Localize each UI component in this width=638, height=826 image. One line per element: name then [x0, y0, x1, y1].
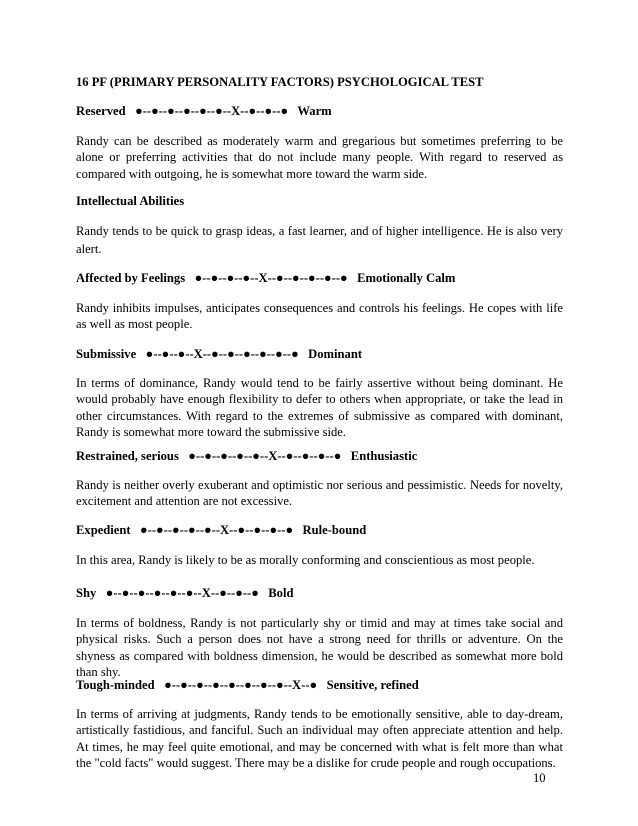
factor-left-label: Expedient: [76, 523, 131, 537]
factor-right-label: Enthusiastic: [350, 449, 418, 463]
factor-description: Randy can be described as moderately warm and gregarious but sometimes preferring to be alone or preferring activities that do not include many people. With regard to reserved as compared with outgoing, he is somewhat more toward the warm side.: [76, 134, 563, 181]
factor-description: In terms of arriving at judgments, Randy tends to be emotionally sensitive, able to day-dream, artistically fastidious, and fanciful. Such an individual may often appreciate attention and help. At times, he may feel quite emotional, and may be concerned with what is felt more than what the "cold facts" would suggest. There may be a dislike for crude people and rough occupations.: [76, 707, 563, 771]
factor-heading-feelings-calm: [76, 270, 563, 286]
factor-left-label: Affected by Feelings: [76, 271, 186, 285]
factor-scale: ●--●--●--●--●--●--X--●--●--●: [135, 104, 289, 118]
factor-description: In terms of boldness, Randy is not particularly shy or timid and may at times take social and physical risks. Such a person does not have a strong need for thrills or adventure. On the shyness as compared with boldness dimension, he would be described as somewhat more bold than shy.: [76, 616, 563, 680]
factor-scale: ●--●--●--●--●--X--●--●--●--●: [188, 449, 342, 463]
factor-right-label: Sensitive, refined: [326, 678, 419, 692]
factor-description: In terms of dominance, Randy would tend to be fairly assertive without being dominant. He would probably have enough flexibility to defer to others when appropriate, or take the lead in other circumstances. With regard to the extremes of submissive as compared with dominant, Randy is somewhat more toward the submissive side.: [76, 376, 563, 440]
factor-scale: ●--●--●--●--●--X--●--●--●--●: [140, 523, 294, 537]
factor-left-label: Restrained, serious: [76, 449, 179, 463]
factor-heading-shy-bold: [76, 585, 563, 601]
factor-scale: ●--●--●--●--●--●--●--●--X--●: [164, 678, 318, 692]
document-title: 16 PF (PRIMARY PERSONALITY FACTORS) PSYCHOLOGICAL TEST: [76, 75, 484, 89]
factor-right-label: Rule-bound: [302, 523, 367, 537]
section-heading-intellectual-abilities: Intellectual Abilities: [76, 194, 185, 208]
page-number: 10: [533, 771, 546, 785]
factor-left-label: Submissive: [76, 347, 137, 361]
factor-right-label: Emotionally Calm: [357, 271, 456, 285]
factor-left-label: Tough-minded: [76, 678, 155, 692]
factor-scale: ●--●--●--●--X--●--●--●--●--●: [194, 271, 348, 285]
factor-left-label: Reserved: [76, 104, 126, 118]
factor-heading-submissive-dominant: [76, 346, 563, 362]
factor-right-label: Warm: [297, 104, 332, 118]
factor-description: In this area, Randy is likely to be as morally conforming and conscientious as most people.: [76, 553, 535, 567]
section-description: Randy tends to be quick to grasp ideas, a fast learner, and of higher intelligence. He is also very alert.: [76, 224, 563, 256]
factor-scale: ●--●--●--X--●--●--●--●--●--●: [145, 347, 299, 361]
factor-heading-reserved-warm: [76, 103, 563, 119]
factor-left-label: Shy: [76, 586, 97, 600]
factor-scale: ●--●--●--●--●--●--X--●--●--●: [105, 586, 259, 600]
factor-heading-expedient-rule-bound: [76, 522, 563, 538]
factor-right-label: Dominant: [308, 347, 363, 361]
factor-heading-tough-sensitive: [76, 677, 563, 693]
factor-description: Randy is neither overly exuberant and optimistic nor serious and pessimistic. Needs for novelty, excitement and attention are not excessive.: [76, 478, 563, 509]
factor-heading-restrained-enthusiastic: [76, 448, 563, 464]
factor-description: Randy inhibits impulses, anticipates consequences and controls his feelings. He copes with life as well as most people.: [76, 301, 563, 332]
factor-right-label: Bold: [268, 586, 294, 600]
